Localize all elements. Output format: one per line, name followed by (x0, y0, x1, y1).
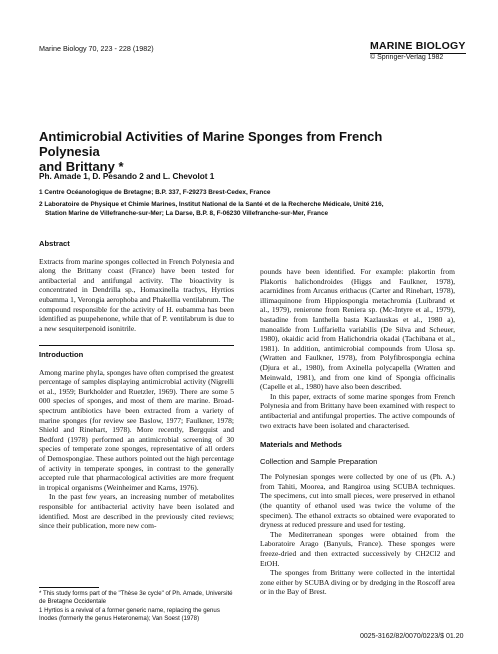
abstract-text: Extracts from marine sponges collected in French Polynesia and along the Brittany coast (France) have been tested for antibacterial and antifungal activity. The bioactivity is concentrated in Dendrilla sp., Homaxinella trachys, Hyrtios eubamma 1, Verongia aerophoba and Phakellia ventilabrum. The compound responsible for the activity of H. eubamma has been identified as puupehenone, while that of P. ventilabrum is due to a new sesquiterpenoid isonitrile. (39, 256, 234, 333)
footnote-2: 1 Hyrtios is a revival of a former generic name, replacing the genus Inodes (formerly the genus Heteronema); Van Soest (1978) (39, 607, 220, 622)
journal-name: MARINE BIOLOGY (370, 40, 466, 52)
intro-paragraph-2: In the past few years, an increasing number of metabolites responsible for antibacterial activity have been isolated and identified. Most are described in the previously cited reviews; since their publication, more new com- (39, 492, 234, 531)
introduction-section (39, 350, 234, 531)
right-paragraph-4: The Mediterranean sponges were obtained from the Laboratoire Arago (Banyuls, France). These sponges were freeze-dried and then extracted successively by CH2Cl2 and EtOH. (260, 529, 455, 568)
affiliation-1: 1 Centre Océanologique de Bretagne; B.P. 337, F-29273 Brest-Cedex, France (39, 189, 271, 196)
right-paragraph-1: pounds have been identified. For example: plakortin from Plakortis halichondroides (Higgs and Faulkner, 1978), acarnidines from Arcanus erithacus (Carter and Rinehart, 1978), illimaquinone from Hippiospongia metachromia (Luibrand et al., 1979), renierone from Reniera sp. (Mc-Intyre et al., 1979), bastadine from Ianthella basta Kazlauskas et al., 1980 a), manoalide from Luffariella variabilis (De Silva and Scheuer, 1980), okaidic acid from Halichondria okadai (Tachibana et al., 1981). In addition, antimicrobial compounds from Ulosa sp. (Wratten and Faulkner, 1978), from Polyfibrospongia echina (Djura et al., 1980), from Axinella polycapella (Wratten and Meinwald, 1981), and from one kind of Spongia officinalis (Capelle et al., 1980) have also been described. (260, 267, 455, 392)
journal-citation: Marine Biology 70, 223 - 228 (1982) (39, 44, 154, 53)
copyright: © Springer-Verlag 1982 (370, 54, 444, 61)
affiliation-2-cont: Station Marine de Villefranche-sur-Mer; La Darse, B.P. 8, F-06230 Villefranche-sur-Mer, France (45, 210, 329, 217)
abstract-section (39, 239, 234, 333)
intro-paragraph-1: Among marine phyla, sponges have often comprised the greatest percentage of samples displaying antimicrobial activity (Nigrelli et al., 1959; Burkholder and Ruetzler, 1969). There are some 5 000 species of sponges, and most of them are marine. Broad-spectrum antibiotics have been extracted from a variety of marine sponges (for review see Baslow, 1977; Faulkner, 1978; Shield and Rinehart, 1978). More recently, Bergquist and Bedford (1978) performed an antimicrobial screening of 30 species of temperate zone sponges, representative of all orders of Demospongiae. These authors pointed out the high percentage of activity in temperate sponges, in contrast to the generally accepted rule that pharmacological activities are more frequent in tropical organisms (Weinheimer and Karns, 1976). (39, 367, 235, 492)
affiliation-2: 2 Laboratoire de Physique et Chimie Marines, Institut National de la Santé et de la Recherche Médicale, Unité 216, (39, 201, 384, 208)
title-line-1: Antimicrobial Activities of Marine Sponges from French Polynesia (39, 129, 383, 159)
right-paragraph-2: In this paper, extracts of some marine sponges from French Polynesia and from Brittany have been examined with respect to antibacterial and antifungal properties. The active compounds of two extracts have been isolated and characterised. (260, 391, 455, 430)
section-divider (39, 345, 234, 346)
footnote-rule (39, 587, 99, 588)
introduction-heading: Introduction (39, 350, 84, 359)
abstract-heading: Abstract (39, 239, 70, 248)
header-rule (370, 53, 466, 54)
materials-heading: Materials and Methods (260, 440, 342, 450)
authors: Ph. Amade 1, D. Pesando 2 and L. Chevolot 1 (39, 172, 215, 181)
collection-heading: Collection and Sample Preparation (260, 456, 378, 466)
paper-title (39, 129, 439, 174)
right-paragraph-3: The Polynesian sponges were collected by one of us (Ph. A.) from Tahiti, Moorea, and Rangiroa using SCUBA techniques. The specimens, cut into small pieces, were preserved in ethanol (the quantity of ethanol used was twice the volume of the specimen). The ethanol extracts so obtained were evaporated to dryness at reduced pressure and used for testing. (260, 472, 455, 530)
article-code: 0025-3162/82/0070/0223/$ 01.20 (360, 633, 464, 640)
right-column (260, 267, 455, 597)
footnote-1: * This study forms part of the "Thèse 3e cycle" of Ph. Amade, Université de Bretagne Occidentale (39, 590, 233, 605)
title-line-2: and Brittany * (39, 159, 124, 174)
journal-header (370, 40, 466, 61)
right-paragraph-5: The sponges from Brittany were collected in the intertidal zone either by SCUBA diving or by dredging in the Roscoff area or in the Bay of Brest. (260, 568, 455, 597)
